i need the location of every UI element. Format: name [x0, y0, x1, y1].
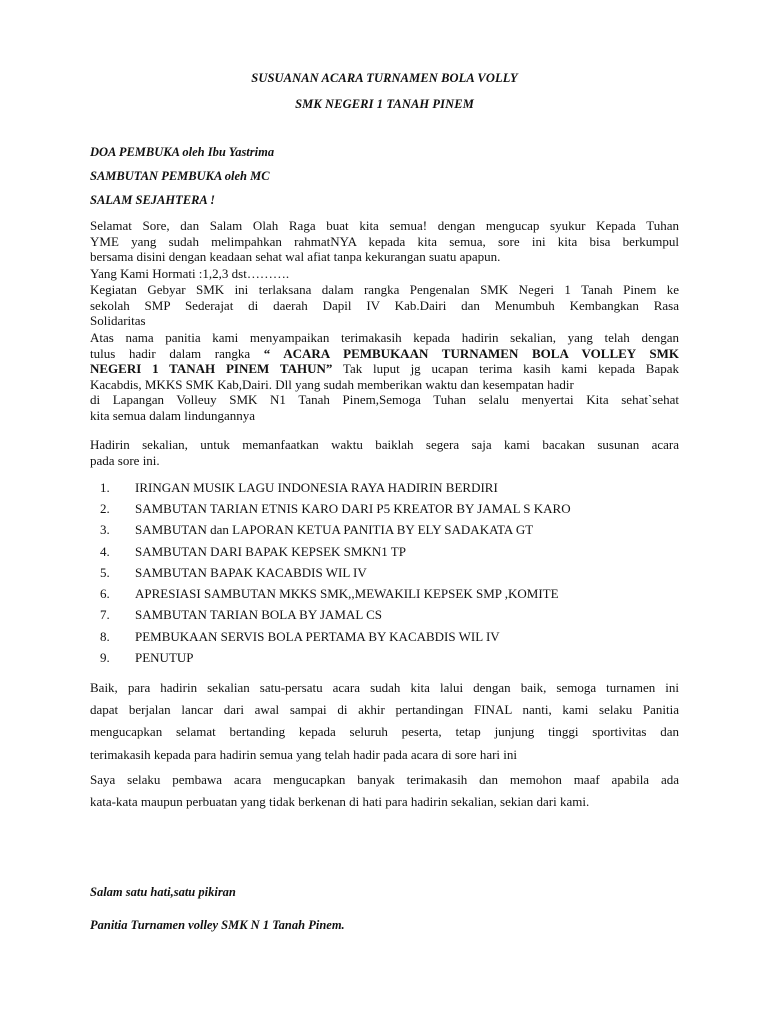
agenda-item-number: 1.	[100, 479, 110, 495]
paragraph-line: bersama disini dengan keadaan sehat wal afiat tanpa kekurangan suatu apapun.	[90, 249, 501, 264]
paragraph-line: terimakasih kepada para hadirin semua yang telah hadir pada acara di sore hari ini	[90, 746, 518, 762]
agenda-item-number: 8.	[100, 628, 110, 644]
paragraph-line: Baik, para hadirin sekalian satu-persatu acara sudah kita lalui dengan baik, semoga turnamen ini	[90, 680, 679, 695]
agenda-item-number: 4.	[100, 543, 110, 559]
paragraph-line: kita semua dalam lindungannya	[90, 407, 255, 423]
agenda-item-text: PEMBUKAAN SERVIS BOLA PERTAMA BY KACABDIS WIL IV	[135, 628, 500, 644]
agenda-item	[100, 498, 670, 519]
paragraph-line: Selamat Sore, dan Salam Olah Raga buat kita semua! dengan mengucap syukur Kepada Tuhan	[90, 218, 679, 233]
paragraph-line: Solidaritas	[90, 313, 146, 328]
agenda-item	[100, 541, 670, 562]
agenda-item-text: PENUTUP	[135, 650, 194, 666]
heading-greeting: SALAM SEJAHTERA !	[90, 193, 216, 207]
agenda-item-number: 9.	[100, 650, 110, 666]
paragraph-closing-wishes	[90, 677, 679, 766]
agenda-item-number: 3.	[100, 522, 110, 538]
paragraph-line: Saya selaku pembawa acara mengucapkan banyak terimakasih dan memohon maaf apabila ada	[90, 772, 679, 787]
agenda-item	[100, 520, 670, 541]
paragraph-line: Hadirin sekalian, untuk memanfaatkan waktu baiklah segera saja kami bacakan susunan acara	[90, 437, 679, 452]
paragraph-line: sekolah SMP Sederajat di daerah Dapil IV Kab.Dairi dan Menumbuh Kembangkan Rasa	[90, 297, 679, 313]
document-title: SUSUANAN ACARA TURNAMEN BOLA VOLLY	[251, 71, 518, 85]
closing-motto: Salam satu hati,satu pikiran	[90, 885, 236, 899]
paragraph-thanks	[90, 330, 679, 423]
agenda-item-text: APRESIASI SAMBUTAN MKKS SMK,,MEWAKILI KEPSEK SMP ,KOMITE	[135, 586, 559, 602]
document-subtitle: SMK NEGERI 1 TANAH PINEM	[295, 97, 474, 111]
paragraph-line: Kegiatan Gebyar SMK ini terlaksana dalam rangka Pengenalan SMK Negeri 1 Tanah Pinem ke	[90, 282, 679, 297]
heading-opening-prayer: DOA PEMBUKA oleh Ibu Yastrima	[90, 145, 275, 159]
agenda-item-text: SAMBUTAN dan LAPORAN KETUA PANITIA BY ELY SADAKATA GT	[135, 522, 534, 538]
text-segment: tulus hadir dalam rangka	[90, 345, 264, 361]
agenda-item	[100, 626, 670, 647]
event-name-bold: “ ACARA PEMBUKAAN TURNAMEN BOLA VOLLEY SMK	[263, 345, 679, 361]
agenda-item	[100, 647, 670, 668]
paragraph-apology	[90, 769, 679, 813]
agenda-list	[100, 477, 670, 669]
paragraph-line	[90, 361, 679, 377]
paragraph-line: mengucapkan selamat bertanding kepada seluruh peserta, tetap junjung tinggi sportivitas dan	[90, 724, 679, 740]
agenda-item	[100, 477, 670, 498]
agenda-item	[100, 583, 670, 604]
agenda-item	[100, 562, 670, 583]
agenda-item	[100, 605, 670, 626]
agenda-item-number: 2.	[100, 500, 110, 516]
heading-mc-opening: SAMBUTAN PEMBUKA oleh MC	[90, 169, 270, 183]
agenda-item-number: 5.	[100, 564, 110, 580]
agenda-item-text: SAMBUTAN TARIAN BOLA BY JAMAL CS	[135, 607, 382, 623]
paragraph-event-purpose	[90, 282, 679, 329]
paragraph-line	[90, 346, 679, 362]
closing-signature: Panitia Turnamen volley SMK N 1 Tanah Pinem.	[90, 918, 345, 932]
paragraph-line: YME yang sudah melimpahkan rahmatNYA kepada kita semua, sore ini kita bisa berkumpul	[90, 233, 679, 249]
paragraph-line: Atas nama panitia kami menyampaikan terimakasih kepada hadirin sekalian, yang telah dengan	[90, 330, 679, 345]
paragraph-line: Kacabdis, MKKS SMK Kab,Dairi. Dll yang sudah memberikan waktu dan kesempatan hadir	[90, 376, 574, 392]
agenda-item-number: 7.	[100, 607, 110, 623]
paragraph-agenda-intro	[90, 437, 679, 468]
agenda-item-text: SAMBUTAN TARIAN ETNIS KARO DARI P5 KREATOR BY JAMAL S KARO	[135, 500, 571, 516]
agenda-item-text: SAMBUTAN DARI BAPAK KEPSEK SMKN1 TP	[135, 543, 406, 559]
paragraph-line: di Lapangan Volleuy SMK N1 Tanah Pinem,Semoga Tuhan selalu menyertai Kita sehat`sehat	[90, 392, 679, 407]
paragraph-honored-guests	[90, 266, 679, 282]
text-segment: Tak luput jg ucapan terima kasih kami kepada Bapak	[332, 361, 680, 376]
paragraph-line: Yang Kami Hormati :1,2,3 dst……….	[90, 266, 290, 281]
agenda-item-text: IRINGAN MUSIK LAGU INDONESIA RAYA HADIRIN BERDIRI	[135, 479, 498, 495]
agenda-item-text: SAMBUTAN BAPAK KACABDIS WIL IV	[135, 564, 367, 580]
event-name-bold: NEGERI 1 TANAH PINEM TAHUN”	[90, 361, 333, 376]
paragraph-welcome	[90, 218, 679, 265]
paragraph-line: kata-kata maupun perbuatan yang tidak berkenan di hati para hadirin sekalian, sekian dari kami.	[90, 794, 590, 809]
paragraph-line: dapat berjalan lancar dari awal sampai di akhir pertandingan FINAL nanti, kami selaku Panitia	[90, 702, 679, 718]
agenda-item-number: 6.	[100, 586, 110, 602]
paragraph-line: pada sore ini.	[90, 452, 160, 468]
